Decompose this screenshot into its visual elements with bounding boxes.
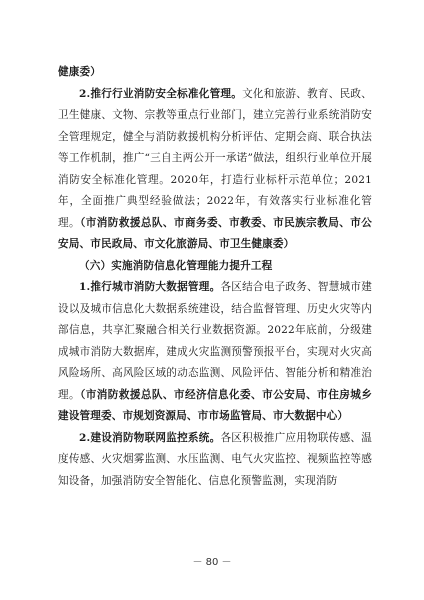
- item-title: 1.推行城市消防大数据管理。: [79, 281, 221, 293]
- responsible-units: （市消防救援总队、市经济信息化委、市公安局、市住房城乡建设管理委、市规划资源局、市市场监管局、市大数据中心）: [58, 388, 372, 422]
- paragraph-iot-monitoring: [58, 428, 372, 493]
- page-number: － 80 －: [192, 557, 232, 568]
- item-title: 2.推行行业消防安全标准化管理。: [79, 87, 243, 100]
- paragraph-big-data: [58, 277, 372, 428]
- item-title: 2.建设消防物联网监控系统。: [79, 431, 221, 444]
- section-heading: （六）实施消防信息化管理能力提升工程: [79, 259, 273, 272]
- item-body: 各区积极推广应用物联传感、温度传感、火灾烟雾监测、水压监测、电气火灾监控、视频监控等感知设备，加强消防安全智能化、信息化预警监测，实现消防: [58, 431, 372, 487]
- paragraph-continuation: 健康委）: [58, 66, 101, 78]
- item-body: 各区结合电子政务、智慧城市建设以及城市信息化大数据系统建设，结合监督管理、历史火灾等内部信息，共享汇聚融合相关行业数据资源。2022年底前，分级建成城市消防大数据库，建成火灾监测预警预报平台，实现对火灾高风险场所、高风险区域的动态监测、风险评估、智能分析和精准治理。: [58, 281, 372, 401]
- document-body: [58, 62, 372, 492]
- responsible-units: （市消防救援总队、市商务委、市教委、市民族宗教局、市公安局、市民政局、市文化旅游局、市卫生健康委）: [58, 216, 372, 250]
- paragraph-industry-standardization: [58, 84, 372, 256]
- item-body: 文化和旅游、教育、民政、卫生健康、文物、宗教等重点行业部门，建立完善行业系统消防安全管理规定，健全与消防救援机构分析评估、定期会商、联合执法等工作机制，推广“三自主两公开一承诺”做法，组织行业单位开展消防安全标准化管理。2020年，打造行业标杆示范单位；2021年，全面推广典型经验做法；2022年，有效落实行业标准化管理。: [58, 87, 372, 229]
